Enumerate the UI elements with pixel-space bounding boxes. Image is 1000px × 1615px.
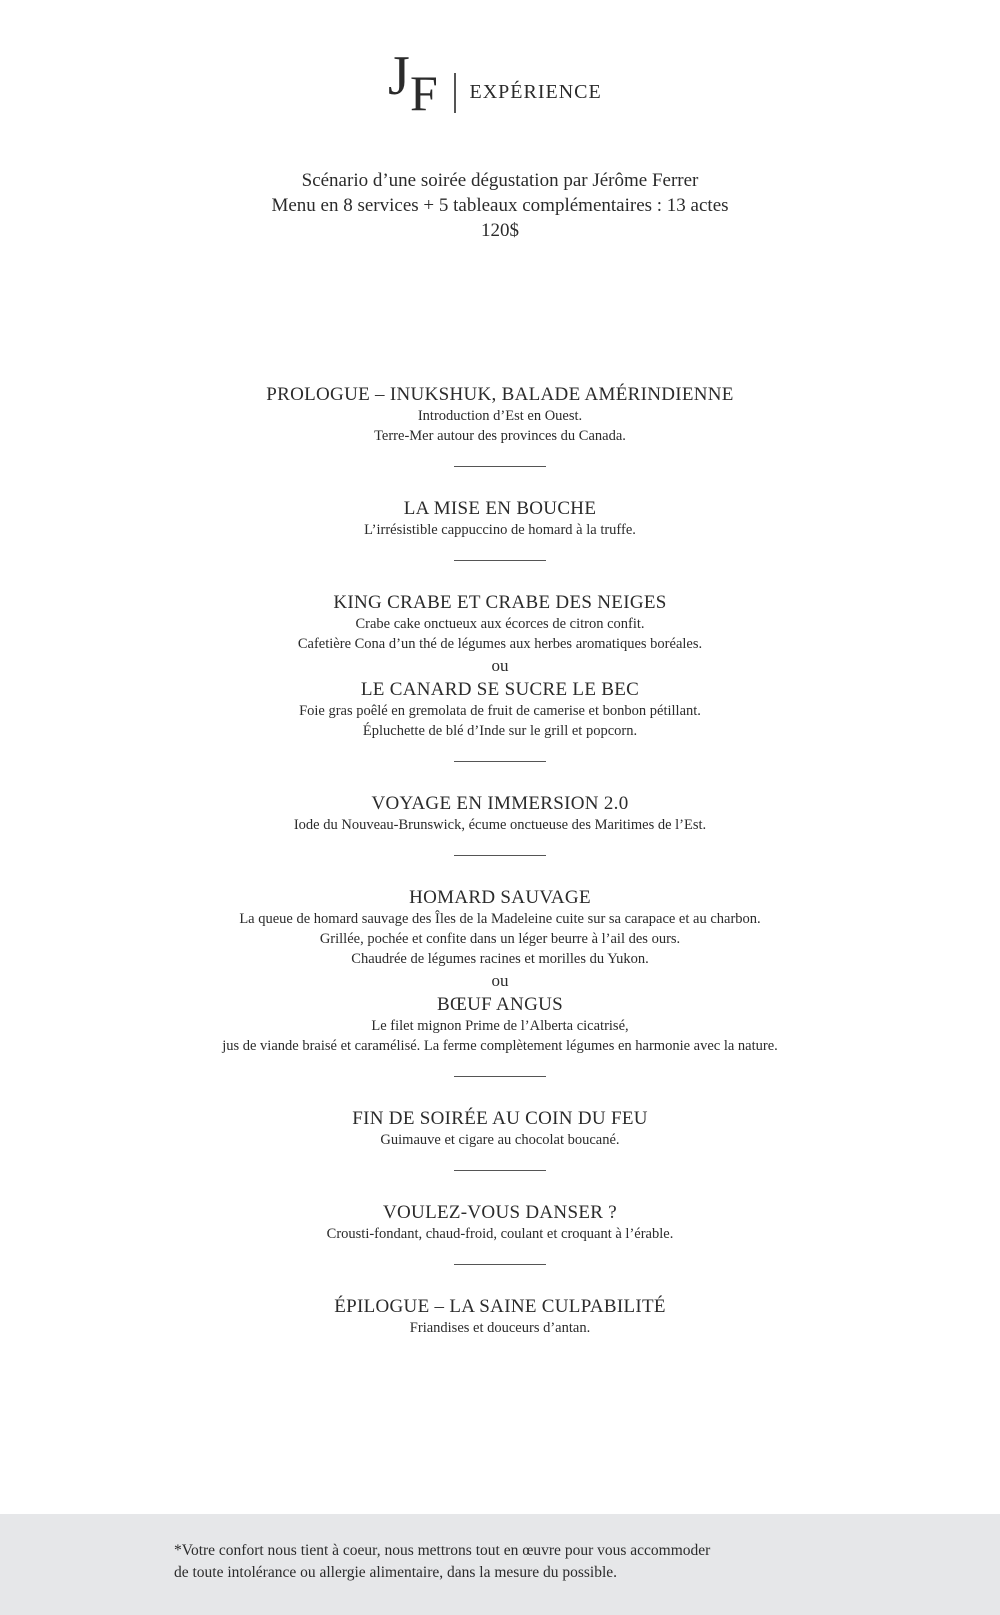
course-separator bbox=[454, 761, 546, 762]
course-alt-title: LE CANARD SE SUCRE LE BEC bbox=[360, 679, 640, 700]
course-description: Crabe cake onctueux aux écorces de citron confit. bbox=[355, 616, 645, 632]
logo-letter-f: F bbox=[410, 65, 438, 121]
course-alt-description: Foie gras poêlé en gremolata de fruit de camerise et bonbon pétillant. bbox=[299, 703, 701, 719]
course-title: VOYAGE EN IMMERSION 2.0 bbox=[371, 793, 629, 814]
course-separator bbox=[454, 1264, 546, 1265]
intro-line-1: Scénario d’une soirée dégustation par Jérôme Ferrer bbox=[301, 170, 699, 191]
jf-monogram bbox=[388, 45, 446, 122]
course-or: ou bbox=[491, 656, 509, 675]
course-alt-description: Épluchette de blé d’Inde sur le grill et popcorn. bbox=[362, 723, 638, 739]
course-item bbox=[0, 497, 1000, 540]
allergy-note-line-1: *Votre confort nous tient à coeur, nous mettrons tout en œuvre pour vous accommoder bbox=[174, 1542, 711, 1559]
course-separator bbox=[454, 1076, 546, 1077]
course-description: L’irrésistible cappuccino de homard à la truffe. bbox=[364, 522, 636, 538]
course-description: Crousti-fondant, chaud-froid, coulant et croquant à l’érable. bbox=[326, 1226, 674, 1242]
course-separator bbox=[454, 1170, 546, 1171]
course-description: La queue de homard sauvage des Îles de la Madeleine cuite sur sa carapace et au charbon. bbox=[239, 911, 761, 927]
course-title: ÉPILOGUE – LA SAINE CULPABILITÉ bbox=[334, 1296, 666, 1317]
course-description: Guimauve et cigare au chocolat boucané. bbox=[380, 1132, 620, 1148]
course-description: Terre-Mer autour des provinces du Canada. bbox=[374, 428, 626, 444]
logo-divider bbox=[454, 73, 456, 113]
intro bbox=[0, 168, 1000, 243]
course-description: Chaudrée de légumes racines et morilles du Yukon. bbox=[351, 951, 649, 967]
course-description: Friandises et douceurs d’antan. bbox=[409, 1320, 591, 1336]
course-separator bbox=[454, 466, 546, 467]
course-alt-title: BŒUF ANGUS bbox=[436, 994, 563, 1015]
logo-letter-j: J bbox=[388, 45, 410, 107]
course-title: VOULEZ-VOUS DANSER ? bbox=[383, 1202, 617, 1223]
course-title: FIN DE SOIRÉE AU COIN DU FEU bbox=[352, 1108, 648, 1129]
course-list bbox=[0, 383, 1000, 1338]
course-title: LA MISE EN BOUCHE bbox=[403, 498, 597, 519]
course-item bbox=[0, 792, 1000, 835]
course-item bbox=[0, 383, 1000, 446]
allergy-note-line-2: de toute intolérance ou allergie alimentaire, dans la mesure du possible. bbox=[174, 1564, 618, 1581]
course-alt-description: Le filet mignon Prime de l’Alberta cicatrisé, bbox=[371, 1018, 629, 1034]
course-item bbox=[0, 591, 1000, 741]
brand-name: EXPÉRIENCE bbox=[469, 80, 602, 103]
course-description: Introduction d’Est en Ouest. bbox=[417, 408, 583, 424]
course-description: Cafetière Cona d’un thé de légumes aux herbes aromatiques boréales. bbox=[297, 636, 703, 652]
course-item bbox=[0, 1107, 1000, 1150]
course-item bbox=[0, 886, 1000, 1056]
course-title: PROLOGUE – INUKSHUK, BALADE AMÉRINDIENNE bbox=[266, 384, 734, 405]
course-separator bbox=[454, 855, 546, 856]
intro-line-2: Menu en 8 services + 5 tableaux complémentaires : 13 actes bbox=[271, 195, 729, 216]
course-description: Grillée, pochée et confite dans un léger beurre à l’ail des ours. bbox=[319, 931, 681, 947]
course-title: HOMARD SAUVAGE bbox=[409, 887, 591, 908]
allergy-note bbox=[174, 1540, 710, 1584]
course-description: Iode du Nouveau-Brunswick, écume onctueuse des Maritimes de l’Est. bbox=[293, 817, 707, 833]
course-or: ou bbox=[491, 971, 509, 990]
course-item bbox=[0, 1201, 1000, 1244]
course-alt-description: jus de viande braisé et caramélisé. La ferme complètement légumes en harmonie avec la nature. bbox=[222, 1038, 778, 1054]
logo bbox=[388, 45, 602, 122]
intro-price: 120$ bbox=[481, 220, 519, 241]
course-item bbox=[0, 1295, 1000, 1338]
course-separator bbox=[454, 560, 546, 561]
footer-note bbox=[0, 1514, 1000, 1615]
course-title: KING CRABE ET CRABE DES NEIGES bbox=[333, 592, 667, 613]
